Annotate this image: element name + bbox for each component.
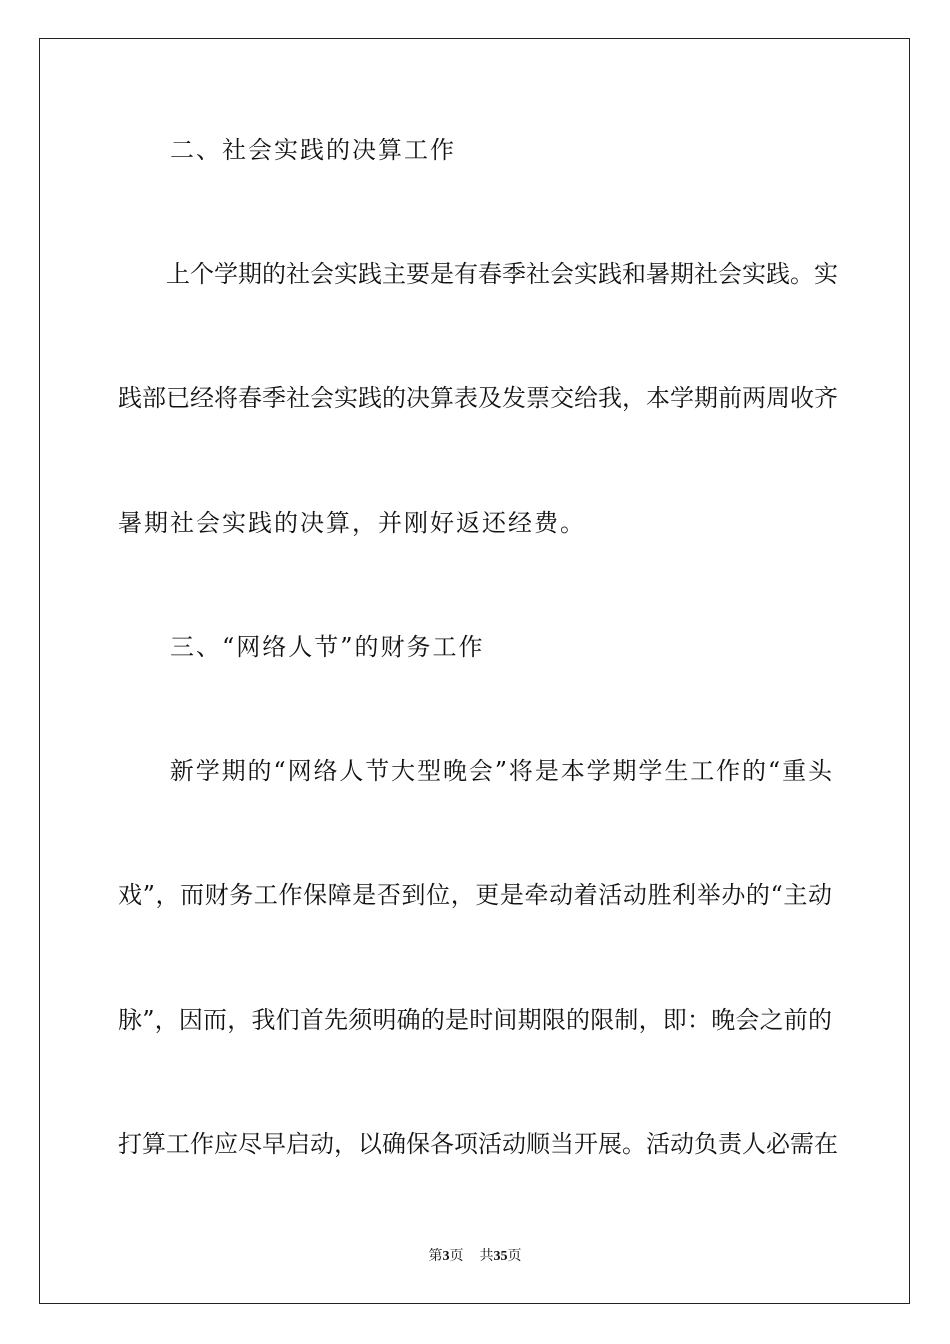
- paragraph-line: 暑期社会实践的决算，并刚好返还经费。: [118, 509, 586, 537]
- page-border: [39, 38, 910, 1304]
- paragraph-line: 上个学期的社会实践主要是有春季社会实践和暑期社会实践。实: [118, 260, 838, 288]
- footer-page-number: 3: [442, 1249, 450, 1264]
- paragraph-line: 新学期的“网络人节大型晚会”将是本学期学生工作的“重头: [118, 757, 832, 785]
- section-heading-3: 三、“网络人节”的财务工作: [118, 633, 485, 661]
- paragraph-line: 打算工作应尽早启动，以确保各项活动顺当开展。活动负责人必需在: [118, 1130, 838, 1158]
- footer-total-suffix: 页: [507, 1249, 522, 1264]
- footer-total-pages: 35: [493, 1249, 508, 1264]
- paragraph-line: 脉”，因而，我们首先须明确的是时间期限的限制，即：晚会之前的: [118, 1006, 832, 1034]
- paragraph-line: 戏”，而财务工作保障是否到位，更是牵动着活动胜利举办的“主动: [118, 881, 832, 909]
- page-footer: [0, 1247, 950, 1267]
- footer-page-prefix: 第: [428, 1249, 443, 1264]
- footer-total-prefix: 共: [479, 1249, 494, 1264]
- paragraph-line: 践部已经将春季社会实践的决算表及发票交给我，本学期前两周收齐: [118, 384, 838, 412]
- footer-page-suffix: 页: [449, 1249, 464, 1264]
- section-heading-2: 二、社会实践的决算工作: [118, 136, 456, 164]
